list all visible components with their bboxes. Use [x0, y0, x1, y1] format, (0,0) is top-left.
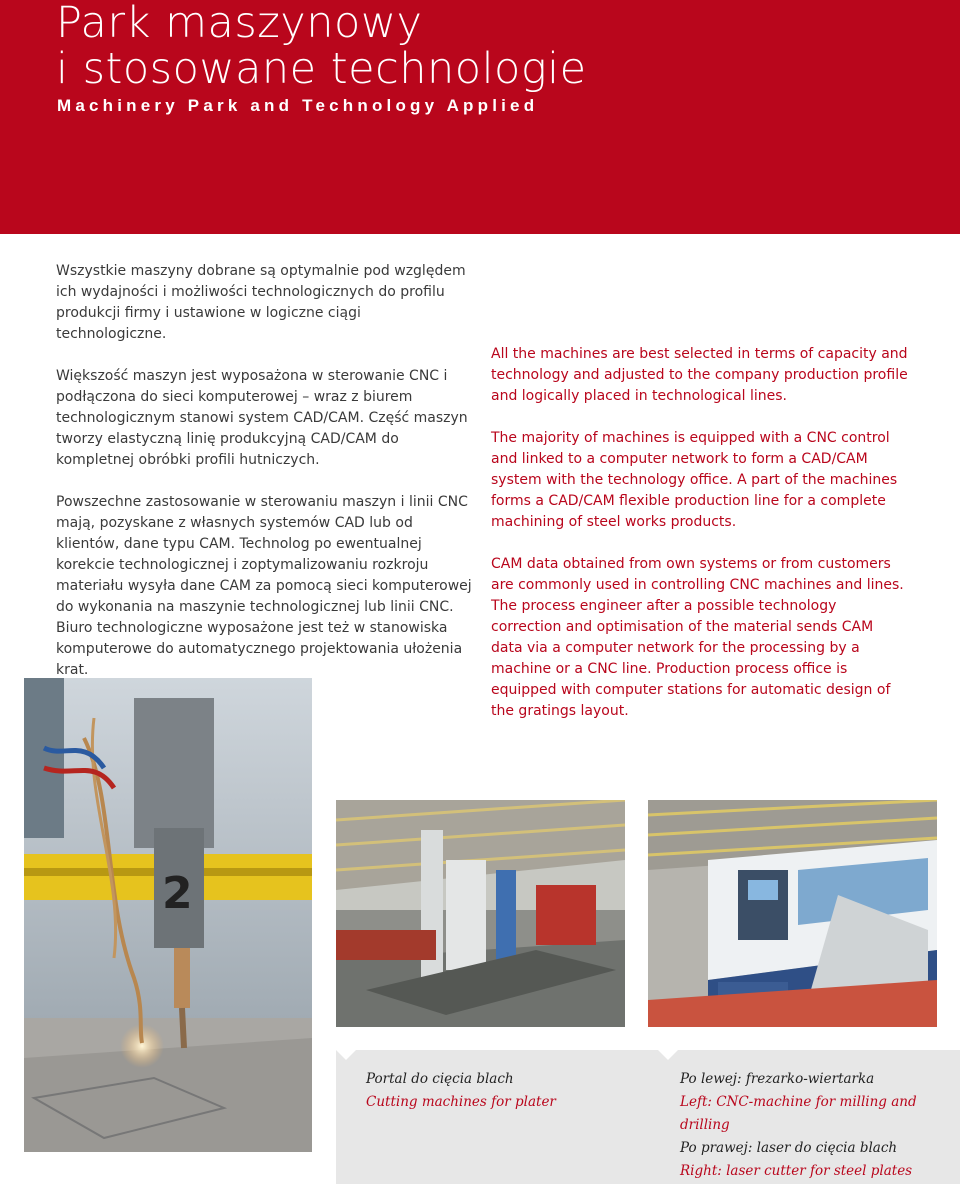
page-subtitle: Machinery Park and Technology Applied	[57, 96, 539, 115]
caption-left-pl: Po lewej: frezarko-wiertarka	[680, 1071, 875, 1087]
caption-machines	[680, 1068, 930, 1183]
photo-milling-machine	[336, 800, 625, 1027]
caption-left-en: Left: CNC-machine for milling and drilling	[680, 1094, 917, 1133]
paragraph-en-1: All the machines are best selected in terms of capacity and technology and adjusted to the company production profile and logically placed in technological lines.	[491, 346, 908, 404]
body-english	[491, 344, 909, 743]
paragraph-en-3: CAM data obtained from own systems or from customers are commonly used in controlling CNC machines and lines. The process engineer after a possible technology correction and optimisation of the material sends CAM data via a computer network for the processing by a machine or a CNC line. Production process office is equipped with computer stations for automatic design of the gratings layout.	[491, 556, 904, 719]
photo-cutting-portal	[24, 678, 312, 1152]
paragraph-pl-2: Większość maszyn jest wyposażona w sterowanie CNC i podłączona do sieci komputerowej – wraz z biurem technologicznym stanowi system CAD/CAM. Część maszyn tworzy elastyczną linię produkcyjną CAD/CAM do kompletnej obróbki profili hutniczych.	[56, 368, 468, 468]
paragraph-pl-3: Powszechne zastosowanie w sterowaniu maszyn i linii CNC mają, pozyskane z własnych systemów CAD lub od klientów, dane typu CAM. Technolog po ewentualnej korekcie technologicznej i zoptymalizowaniu rozkroju materiału wysyła dane CAM za pomocą sieci komputerowej do wykonania na maszynie technologicznej lub linii CNC. Biuro technologiczne wyposażone jest też w stanowiska komputerowe do automatycznego projektowania ułożenia krat.	[56, 494, 472, 678]
page-title	[56, 0, 587, 92]
portal-number: 2	[162, 868, 193, 919]
header-banner	[0, 0, 960, 234]
caption-notch-right	[658, 1050, 678, 1060]
caption-portal	[366, 1068, 646, 1114]
photo-laser-cutter	[648, 800, 937, 1027]
caption-right-en: Right: laser cutter for steel plates	[680, 1163, 913, 1179]
caption-portal-pl: Portal do cięcia blach	[366, 1071, 514, 1087]
caption-right-pl: Po prawej: laser do cięcia blach	[680, 1140, 898, 1156]
title-line-2: i stosowane technologie	[56, 44, 587, 94]
paragraph-pl-1: Wszystkie maszyny dobrane są optymalnie pod względem ich wydajności i możliwości technologicznych do profilu produkcji firmy i ustawione w logiczne ciągi technologiczne.	[56, 263, 466, 342]
caption-notch-left	[336, 1050, 356, 1060]
paragraph-en-2: The majority of machines is equipped with a CNC control and linked to a computer network to form a CAD/CAM system with the technology office. A part of the machines forms a CAD/CAM flexible production line for a complete machining of steel works products.	[491, 430, 898, 530]
caption-portal-en: Cutting machines for plater	[366, 1094, 556, 1110]
title-line-1: Park maszynowy	[56, 0, 423, 48]
body-polish	[56, 261, 472, 702]
